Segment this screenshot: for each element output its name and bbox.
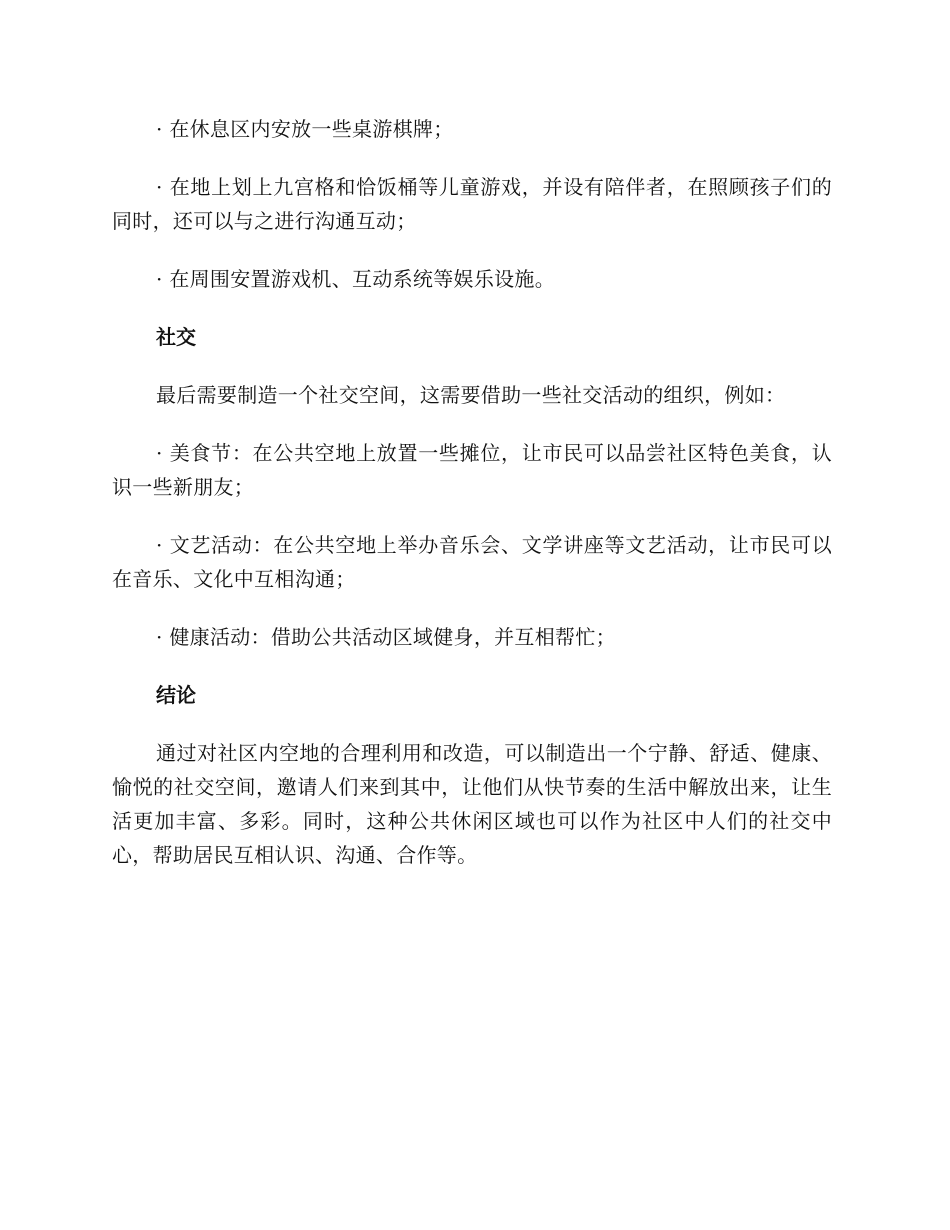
bullet-children-games: · 在地上划上九宫格和恰饭桶等儿童游戏，并设有陪伴者，在照顾孩子们的同时，还可以与之进行沟通互动；	[112, 175, 832, 233]
document-body	[112, 112, 832, 896]
section-heading-conclusion: 结论	[156, 683, 196, 707]
bullet-health-activities: · 健康活动：借助公共活动区域健身，并互相帮忙；	[156, 625, 616, 649]
bullet-board-games: · 在休息区内安放一些桌游棋牌；	[156, 117, 454, 141]
bullet-arts-activities: · 文艺活动：在公共空地上举办音乐会、文学讲座等文艺活动，让市民可以在音乐、文化中互相沟通；	[112, 533, 832, 591]
section-heading-social: 社交	[156, 325, 196, 349]
conclusion-paragraph: 通过对社区内空地的合理利用和改造，可以制造出一个宁静、舒适、健康、愉悦的社交空间，邀请人们来到其中，让他们从快节奏的生活中解放出来，让生活更加丰富、多彩。同时，这种公共休闲区域也可以作为社区中人们的社交中心，帮助居民互相认识、沟通、合作等。	[112, 741, 832, 867]
bullet-food-festival: · 美食节：在公共空地上放置一些摊位，让市民可以品尝社区特色美食，认识一些新朋友；	[112, 441, 832, 499]
social-intro-paragraph: 最后需要制造一个社交空间，这需要借助一些社交活动的组织，例如：	[156, 383, 786, 407]
bullet-entertainment-facilities: · 在周围安置游戏机、互动系统等娱乐设施。	[156, 267, 556, 291]
